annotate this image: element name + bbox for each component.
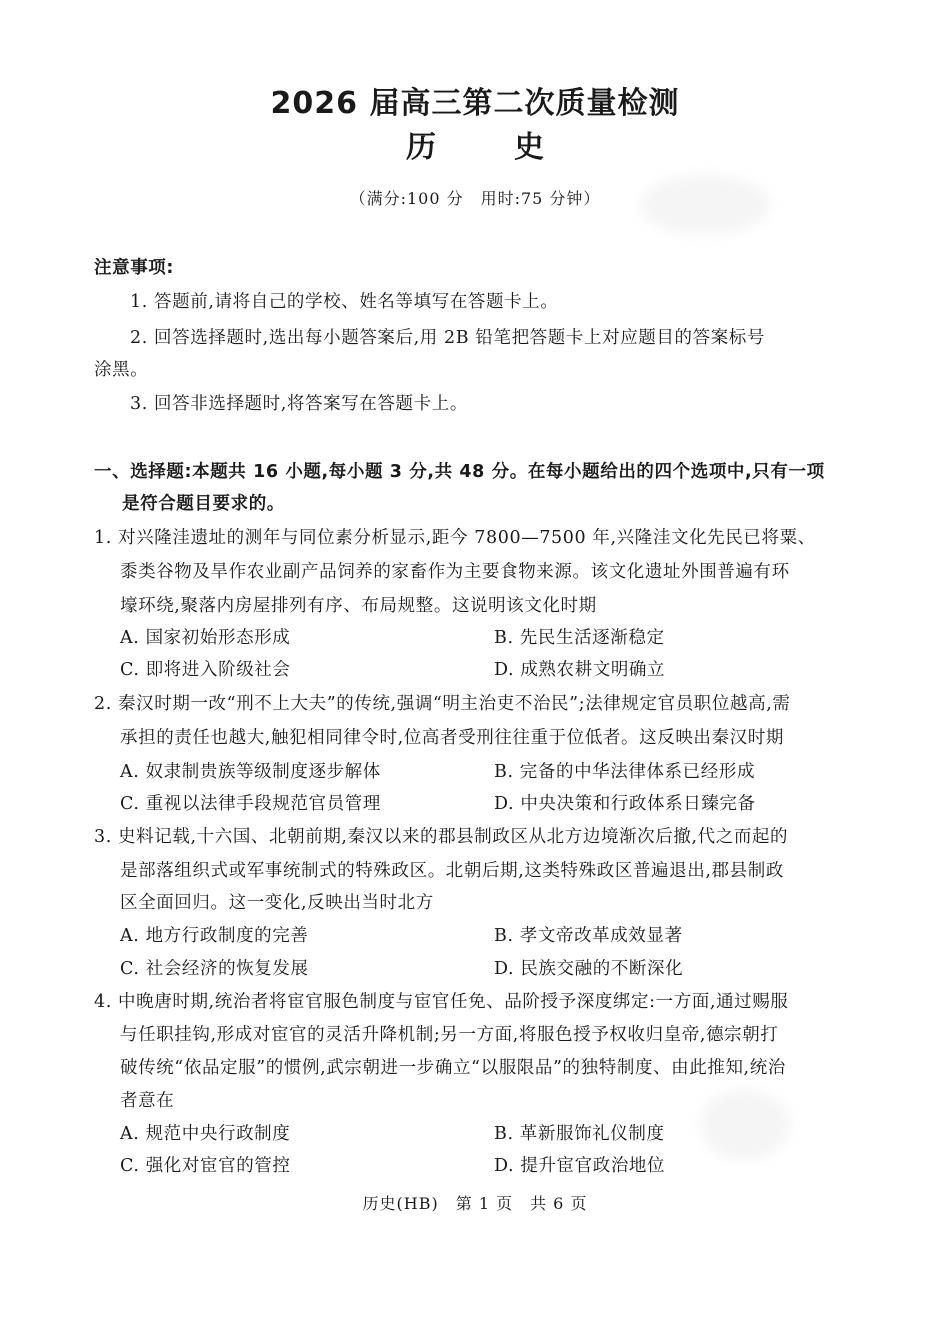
q2-option-d: D. 中央决策和行政体系日臻完备 (494, 794, 756, 814)
q3-stem: 区全面回归。这一变化,反映出当时北方 (120, 893, 434, 913)
notice-item-1: 1. 答题前,请将自己的学校、姓名等填写在答题卡上。 (130, 292, 559, 312)
q2-stem: 2. 秦汉时期一改“刑不上大夫”的传统,强调“明主治吏不治民”;法律规定官员职位越高,需 (94, 694, 791, 714)
q2-option-c: C. 重视以法律手段规范官员管理 (120, 794, 381, 814)
q1-option-b: B. 先民生活逐渐稳定 (494, 628, 665, 648)
q3-stem: 是部落组织式或军事统制式的特殊政区。北朝后期,这类特殊政区普遍退出,郡县制政 (120, 861, 784, 881)
notice-heading: 注意事项: (94, 258, 174, 278)
subject-title: 历 史 (406, 130, 568, 165)
q1-stem: 1. 对兴隆洼遗址的测年与同位素分析显示,距今 7800—7500 年,兴隆洼文化先民已将粟、 (94, 528, 816, 548)
q4-option-b: B. 革新服饰礼仪制度 (494, 1124, 665, 1144)
section-heading-cont: 是符合题目要求的。 (122, 494, 285, 514)
q1-option-d: D. 成熟农耕文明确立 (494, 660, 666, 680)
q3-option-b: B. 孝文帝改革成效显著 (494, 926, 683, 946)
q2-option-b: B. 完备的中华法律体系已经形成 (494, 762, 756, 782)
exam-meta: （满分:100 分 用时:75 分钟） (349, 189, 601, 208)
q4-option-a: A. 规范中央行政制度 (120, 1124, 291, 1144)
section-heading: 一、选择题:本题共 16 小题,每小题 3 分,共 48 分。在每小题给出的四个选项中,只有一项 (94, 462, 825, 482)
q4-stem: 破传统“依品定服”的惯例,武宗朝进一步确立“以服限品”的独特制度、由此推知,统治 (120, 1058, 786, 1078)
notice-item-3: 3. 回答非选择题时,将答案写在答题卡上。 (130, 394, 468, 414)
q4-option-c: C. 强化对宦官的管控 (120, 1156, 291, 1176)
q4-stem: 者意在 (120, 1091, 175, 1111)
q2-option-a: A. 奴隶制贵族等级制度逐步解体 (120, 762, 381, 782)
q1-option-a: A. 国家初始形态形成 (120, 628, 291, 648)
q3-option-a: A. 地方行政制度的完善 (120, 926, 309, 946)
q3-option-c: C. 社会经济的恢复发展 (120, 959, 309, 979)
notice-item-2: 2. 回答选择题时,选出每小题答案后,用 2B 铅笔把答题卡上对应题目的答案标号 (130, 328, 766, 348)
scan-smudge (700, 1090, 790, 1160)
page-footer: 历史(HB) 第 1 页 共 6 页 (362, 1194, 588, 1213)
q3-stem: 3. 史料记载,十六国、北朝前期,秦汉以来的郡县制政区从北方边境渐次后撤,代之而起的 (94, 827, 789, 847)
q1-stem: 黍类谷物及旱作农业副产品饲养的家畜作为主要食物来源。该文化遗址外围普遍有环 (120, 562, 790, 582)
q2-stem: 承担的责任也越大,触犯相同律令时,位高者受刑往往重于位低者。这反映出秦汉时期 (120, 728, 784, 748)
notice-item-2-cont: 涂黑。 (94, 360, 149, 380)
q4-stem: 与任职挂钩,形成对宦官的灵活升降机制;另一方面,将服色授予权收归皇帝,德宗朝打 (120, 1025, 779, 1045)
exam-title: 2026 届高三第二次质量检测 (270, 86, 680, 121)
q1-stem: 壕环绕,聚落内房屋排列有序、布局规整。这说明该文化时期 (120, 596, 597, 616)
q4-stem: 4. 中晚唐时期,统治者将宦官服色制度与宦官任免、品阶授予深度绑定:一方面,通过赐服 (94, 992, 789, 1012)
q1-option-c: C. 即将进入阶级社会 (120, 660, 291, 680)
q3-option-d: D. 民族交融的不断深化 (494, 959, 684, 979)
q4-option-d: D. 提升宦官政治地位 (494, 1156, 666, 1176)
